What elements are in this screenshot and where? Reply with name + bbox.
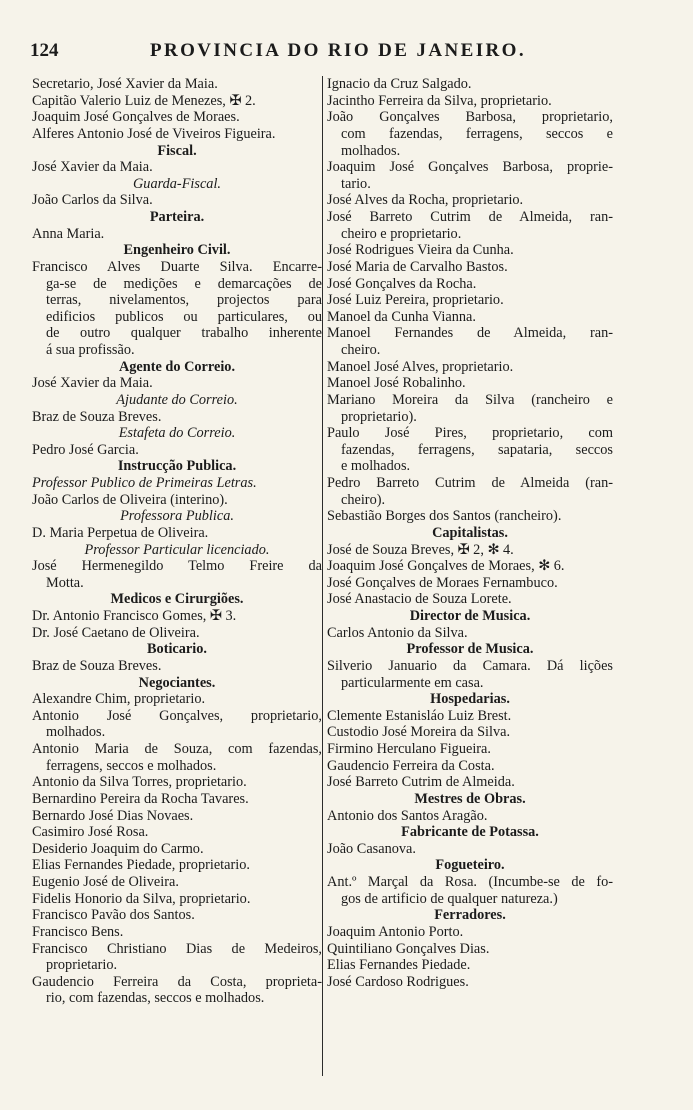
entry-line: Paulo José Pires, proprietario, com bbox=[327, 425, 613, 442]
entry-line: Elias Fernandes Piedade, proprietario. bbox=[32, 857, 250, 874]
entry-line: Manoel José Alves, proprietario. bbox=[327, 358, 514, 375]
entry-line: Ant.º Marçal da Rosa. (Incumbe-se de fo- bbox=[327, 874, 613, 890]
entry-line: gos de artificio de qualquer natureza.) bbox=[341, 890, 558, 907]
entry-line: José Xavier da Maia. bbox=[32, 159, 153, 176]
section-heading: Parteira. bbox=[149, 209, 205, 225]
entry-line: José Barreto Cutrim de Almeida, ran- bbox=[327, 209, 613, 225]
entry-line: Firmino Herculano Figueira. bbox=[327, 741, 491, 757]
entry-line: Antonio da Silva Torres, proprietario. bbox=[32, 774, 247, 791]
entry-line: D. Maria Perpetua de Oliveira. bbox=[32, 524, 209, 541]
entry-line: José Maria de Carvalho Bastos. bbox=[327, 258, 508, 275]
section-heading: Agente do Correio. bbox=[118, 358, 236, 375]
entry-line: Braz de Souza Breves. bbox=[32, 408, 162, 425]
entry-line: terras, nivelamentos, projectos para bbox=[46, 292, 322, 309]
entry-line: cheiro e proprietario. bbox=[341, 225, 462, 242]
entry-line: Elias Fernandes Piedade. bbox=[327, 957, 471, 974]
entry-line: proprietario. bbox=[46, 957, 118, 974]
section-heading: Ferradores. bbox=[434, 907, 506, 924]
entry-line: proprietario). bbox=[341, 408, 417, 425]
section-heading: Fogueteiro. bbox=[435, 857, 505, 874]
entry-line: Anna Maria. bbox=[32, 225, 105, 242]
entry-line: Braz de Souza Breves. bbox=[32, 657, 162, 674]
entry-line: Joaquim José Gonçalves de Moraes. bbox=[32, 109, 240, 126]
entry-line: e molhados. bbox=[341, 458, 411, 475]
section-heading: Director de Musica. bbox=[409, 608, 531, 624]
entry-line: José Hermenegildo Telmo Freire da bbox=[32, 558, 322, 575]
entry-line: á sua profissão. bbox=[46, 342, 135, 358]
entry-line: Silverio Januario da Camara. Dá lições bbox=[327, 657, 613, 674]
entry-line: João Casanova. bbox=[327, 840, 416, 857]
entry-line: Desiderio Joaquim do Carmo. bbox=[32, 840, 204, 857]
entry-line: Dr. José Caetano de Oliveira. bbox=[32, 624, 200, 641]
entry-line: Manoel Fernandes de Almeida, ran- bbox=[327, 325, 613, 342]
entry-line: Custodio José Moreira da Silva. bbox=[327, 724, 511, 741]
entry-line: Bernardo José Dias Novaes. bbox=[32, 807, 194, 824]
page-title: PROVINCIA DO RIO DE JANEIRO. bbox=[150, 40, 526, 61]
entry-line: edificios publicos ou particulares, ou bbox=[46, 308, 322, 325]
entry-line: Joaquim José Gonçalves de Moraes, ✻ 6. bbox=[327, 558, 565, 575]
section-heading: Boticario. bbox=[147, 641, 207, 658]
entry-line: Casimiro José Rosa. bbox=[32, 824, 149, 841]
entry-line: José Xavier da Maia. bbox=[32, 375, 153, 392]
entry-line: Mariano Moreira da Silva (rancheiro e bbox=[327, 391, 613, 408]
right-column bbox=[327, 76, 613, 990]
entry-line: José Gonçalves da Rocha. bbox=[327, 275, 477, 292]
entry-line: com fazendas, ferragens, seccos e bbox=[341, 125, 613, 142]
entry-line: ga-se de medições e demarcações de bbox=[46, 275, 322, 292]
entry-line: molhados. bbox=[46, 724, 106, 741]
entry-line: Francisco Christiano Dias de Medeiros, bbox=[32, 940, 322, 957]
section-heading: Fiscal. bbox=[157, 142, 197, 159]
page-number: 124 bbox=[30, 40, 59, 61]
section-heading: Professor de Musica. bbox=[406, 641, 534, 658]
entry-line: Antonio dos Santos Aragão. bbox=[327, 807, 488, 824]
entry-line: Antonio José Gonçalves, proprietario, bbox=[32, 707, 322, 724]
entry-line: Eugenio José de Oliveira. bbox=[32, 874, 179, 890]
entry-line: cheiro). bbox=[341, 491, 386, 508]
left-column bbox=[32, 76, 322, 1007]
entry-line: molhados. bbox=[341, 142, 401, 159]
entry-line: Jacintho Ferreira da Silva, proprietario. bbox=[327, 92, 552, 109]
entry-line: Gaudencio Ferreira da Costa. bbox=[327, 757, 495, 774]
subsection-heading: Professor Publico de Primeiras Letras. bbox=[32, 475, 257, 491]
entry-line: José Rodrigues Vieira da Cunha. bbox=[327, 242, 514, 259]
entry-line: José Anastacio de Souza Lorete. bbox=[327, 591, 512, 608]
entry-line: José Cardoso Rodrigues. bbox=[327, 973, 469, 990]
entry-line: fazendas, ferragens, sapataria, seccos bbox=[341, 441, 613, 458]
entry-line: José de Souza Breves, ✠ 2, ✻ 4. bbox=[327, 541, 514, 558]
section-heading: Mestres de Obras. bbox=[414, 790, 526, 807]
entry-line: José Alves da Rocha, proprietario. bbox=[327, 192, 524, 209]
entry-line: Sebastião Borges dos Santos (rancheiro). bbox=[327, 508, 562, 525]
section-heading: Instrucção Publica. bbox=[117, 458, 237, 475]
entry-line: Carlos Antonio da Silva. bbox=[327, 624, 468, 641]
entry-line: Joaquim José Gonçalves Barbosa, proprie- bbox=[327, 159, 613, 176]
subsection-heading: Guarda-Fiscal. bbox=[132, 175, 222, 192]
entry-line: Manoel José Robalinho. bbox=[327, 375, 466, 392]
entry-line: tario. bbox=[341, 175, 371, 192]
subsection-heading: Professor Particular licenciado. bbox=[84, 541, 270, 558]
entry-line: Antonio Maria de Souza, com fazendas, bbox=[32, 741, 322, 757]
section-heading: Hospedarias. bbox=[430, 691, 510, 708]
entry-line: João Carlos de Oliveira (interino). bbox=[32, 491, 228, 508]
entry-line: José Luiz Pereira, proprietario. bbox=[327, 292, 504, 309]
section-heading: Fabricante de Potassa. bbox=[401, 824, 539, 841]
entry-line: Secretario, José Xavier da Maia. bbox=[32, 76, 218, 92]
column-divider bbox=[322, 76, 323, 1076]
section-heading: Capitalistas. bbox=[432, 524, 508, 541]
subsection-heading: Estafeta do Correio. bbox=[118, 425, 236, 442]
entry-line: Ignacio da Cruz Salgado. bbox=[327, 76, 472, 92]
entry-line: Alexandre Chim, proprietario. bbox=[32, 691, 206, 708]
entry-line: Francisco Bens. bbox=[32, 923, 124, 940]
section-heading: Engenheiro Civil. bbox=[123, 242, 231, 259]
entry-line: particularmente em casa. bbox=[341, 674, 484, 691]
entry-line: Manoel da Cunha Vianna. bbox=[327, 308, 476, 325]
entry-line: Capitão Valerio Luiz de Menezes, ✠ 2. bbox=[32, 92, 256, 109]
entry-line: Pedro Barreto Cutrim de Almeida (ran- bbox=[327, 475, 613, 491]
page-header bbox=[30, 40, 670, 66]
section-heading: Negociantes. bbox=[138, 674, 216, 691]
subsection-heading: Ajudante do Correio. bbox=[116, 391, 238, 408]
entry-line: Francisco Pavão dos Santos. bbox=[32, 907, 195, 924]
entry-line: José Gonçalves de Moraes Fernambuco. bbox=[327, 574, 558, 591]
entry-line: Dr. Antonio Francisco Gomes, ✠ 3. bbox=[32, 608, 237, 624]
entry-line: Bernardino Pereira da Rocha Tavares. bbox=[32, 790, 249, 807]
entry-line: ferragens, seccos e molhados. bbox=[46, 757, 217, 774]
section-heading: Medicos e Cirurgiões. bbox=[110, 591, 244, 608]
entry-line: Pedro José Garcia. bbox=[32, 441, 139, 458]
subsection-heading: Professora Publica. bbox=[120, 508, 234, 525]
entry-line: Gaudencio Ferreira da Costa, proprieta- bbox=[32, 973, 322, 990]
entry-line: João Gonçalves Barbosa, proprietario, bbox=[327, 109, 613, 126]
entry-line: Francisco Alves Duarte Silva. Encarre- bbox=[32, 258, 322, 275]
entry-line: Fidelis Honorio da Silva, proprietario. bbox=[32, 890, 251, 907]
entry-line: de outro qualquer trabalho inherente bbox=[46, 325, 322, 342]
entry-line: cheiro. bbox=[341, 342, 381, 358]
entry-line: rio, com fazendas, seccos e molhados. bbox=[46, 990, 265, 1007]
entry-line: José Barreto Cutrim de Almeida. bbox=[327, 774, 515, 791]
entry-line: João Carlos da Silva. bbox=[32, 192, 153, 209]
entry-line: Alferes Antonio José de Viveiros Figueira. bbox=[32, 125, 276, 142]
entry-line: Quintiliano Gonçalves Dias. bbox=[327, 940, 490, 957]
entry-line: Joaquim Antonio Porto. bbox=[327, 923, 464, 940]
entry-line: Clemente Estanisláo Luiz Brest. bbox=[327, 707, 512, 724]
entry-line: Motta. bbox=[46, 574, 84, 591]
